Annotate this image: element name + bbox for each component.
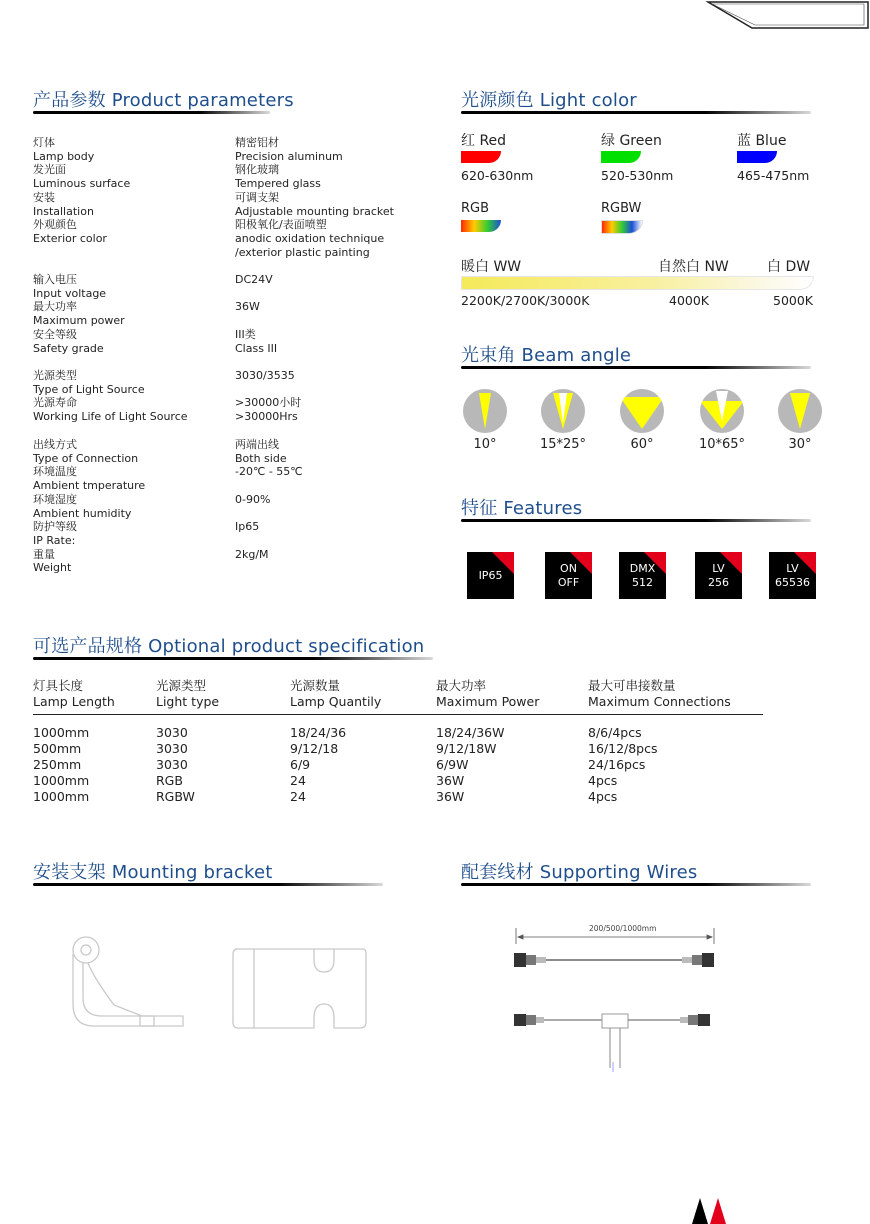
brand-logo-icon xyxy=(688,1196,728,1224)
corner-decoration xyxy=(700,0,870,32)
light-rgb-swatch xyxy=(461,220,501,232)
light-red-label: 红 Red xyxy=(461,133,507,149)
white-nw-label: 自然白 NW xyxy=(658,259,729,275)
param-label-group-2: 输入电压 Input voltage 最大功率 Maximum power 安全等级 Safety grade xyxy=(33,273,125,355)
beam-60-label: 60° xyxy=(630,437,654,452)
table-column-length: 1000mm 500mm 250mm 1000mm 1000mm xyxy=(33,725,90,804)
section-underline xyxy=(33,657,433,660)
section-underline xyxy=(461,111,811,114)
light-red-range: 620-630nm xyxy=(461,168,534,183)
beam-10-icon xyxy=(463,389,507,433)
features-title: 特征 Features xyxy=(461,498,583,519)
light-blue-range: 465-475nm xyxy=(737,168,810,183)
white-gradient-bar xyxy=(461,276,814,290)
table-column-connections: 8/6/4pcs 16/12/8pcs 24/16pcs 4pcs 4pcs xyxy=(588,725,658,804)
beam-60-icon xyxy=(620,389,664,433)
light-blue-swatch xyxy=(737,151,777,163)
white-dw-range: 5000K xyxy=(773,293,814,308)
feature-lv65536-badge: LV 65536 xyxy=(769,552,816,599)
light-rgb-label: RGB xyxy=(461,201,490,216)
light-red-swatch xyxy=(461,151,501,163)
beam-10x65-label: 10*65° xyxy=(698,437,746,452)
mounting-bracket-title: 安装支架 Mounting bracket xyxy=(33,862,273,883)
table-header-quantity: 光源数量 Lamp Quantily xyxy=(290,678,382,709)
beam-30-label: 30° xyxy=(788,437,812,452)
bracket-top-drawing xyxy=(230,944,368,1032)
feature-onoff-badge: ON OFF xyxy=(545,552,592,599)
table-header-length: 灯具长度 Lamp Length xyxy=(33,678,115,709)
table-column-power: 18/24/36W 9/12/18W 6/9W 36W 36W xyxy=(436,725,505,804)
t-connector-wire-drawing xyxy=(510,1006,730,1076)
param-value-group-1: 精密铝材 Precision aluminum 钢化玻璃 Tempered glass 可调支架 Adjustable mounting bracket 阳极氧化/表面喷塑 anodic oxidation technique /exterior plastic painting xyxy=(235,136,394,259)
table-header-light-type: 光源类型 Light type xyxy=(156,678,220,709)
beam-15x25-icon xyxy=(541,389,585,433)
beam-30-icon xyxy=(778,389,822,433)
bracket-side-drawing xyxy=(64,930,188,1034)
extension-wire-drawing xyxy=(510,924,730,974)
white-ww-label: 暖白 WW xyxy=(461,259,522,275)
white-ww-range: 2200K/2700K/3000K xyxy=(461,293,590,308)
table-column-quantity: 18/24/36 9/12/18 6/9 24 24 xyxy=(290,725,347,804)
product-parameters-title: 产品参数 Product parameters xyxy=(33,90,294,111)
light-green-range: 520-530nm xyxy=(601,168,674,183)
light-blue-label: 蓝 Blue xyxy=(737,133,787,149)
light-rgbw-swatch xyxy=(601,220,643,234)
feature-ip65-badge: IP65 xyxy=(467,552,514,599)
table-column-light-type: 3030 3030 3030 RGB RGBW xyxy=(156,725,195,804)
optional-spec-title: 可选产品规格 Optional product specification xyxy=(33,636,425,657)
beam-angle-title: 光束角 Beam angle xyxy=(461,345,632,366)
param-value-group-3: 3030/3535 >30000小时 >30000Hrs xyxy=(235,369,302,424)
section-underline xyxy=(461,519,811,522)
white-dw-label: 白 DW xyxy=(767,259,811,275)
feature-dmx512-badge: DMX 512 xyxy=(619,552,666,599)
param-label-group-3: 光源类型 Type of Light Source 光源寿命 Working Life of Light Source xyxy=(33,369,188,424)
param-value-group-2: DC24V 36W III类 Class III xyxy=(235,273,278,355)
beam-10x65-icon xyxy=(700,389,744,433)
wire-dimension-label: 200/500/1000mm xyxy=(589,924,657,933)
param-label-group-4: 出线方式 Type of Connection 环境温度 Ambient tmperature 环境湿度 Ambient humidity 防护等级 IP Rate: 重量 Weight xyxy=(33,438,146,575)
light-green-swatch xyxy=(601,151,641,163)
feature-lv256-badge: LV 256 xyxy=(695,552,742,599)
param-label-group-1: 灯体 Lamp body 发光面 Luminous surface 安装 Installation 外观颜色 Exterior color xyxy=(33,136,131,245)
table-header-divider xyxy=(33,714,763,715)
white-nw-range: 4000K xyxy=(669,293,710,308)
beam-10-label: 10° xyxy=(473,437,497,452)
section-underline xyxy=(461,366,811,369)
supporting-wires-title: 配套线材 Supporting Wires xyxy=(461,862,698,883)
table-header-connections: 最大可串接数量 Maximum Connections xyxy=(588,678,731,709)
param-value-group-4: 两端出线 Both side -20℃ - 55℃ 0-90% Ip65 2kg/M xyxy=(235,438,303,561)
light-color-title: 光源颜色 Light color xyxy=(461,90,637,111)
light-green-label: 绿 Green xyxy=(601,133,662,149)
section-underline xyxy=(33,111,270,114)
beam-15x25-label: 15*25° xyxy=(539,437,587,452)
section-underline xyxy=(461,883,811,886)
light-rgbw-label: RGBW xyxy=(601,201,642,216)
table-header-power: 最大功率 Maximum Power xyxy=(436,678,540,709)
section-underline xyxy=(33,883,383,886)
